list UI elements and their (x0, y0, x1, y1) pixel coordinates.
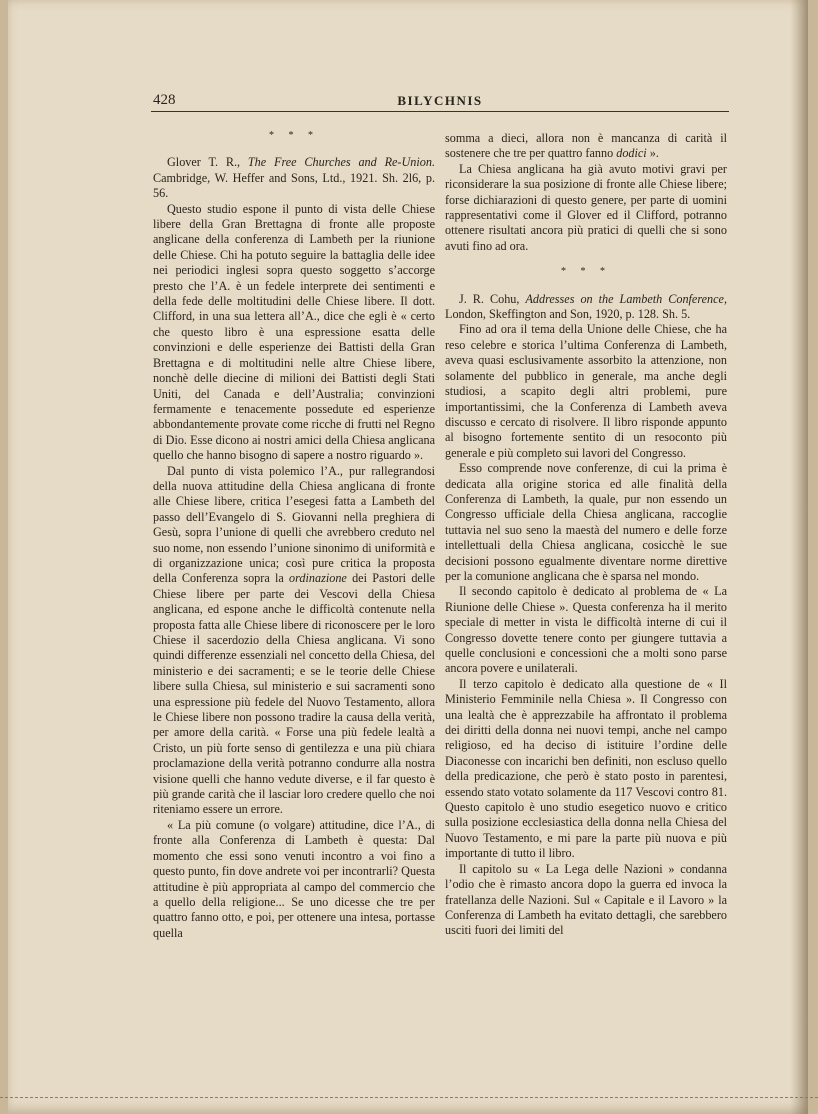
paragraph: Dal punto di vista polemico l’A., pur rallegrandosi della nuova attitudine della Chiesa anglicana di fronte alle Chiese libere, critica l’esegesi fatta a Lambeth del passo dell’Evangelo di S. Giovanni nella preghiera di Gesù, sopra l’unione di quelli che avrebbero creduto nel suo nome, non essendo l’unione sinonimo di uniformità e di organizzazione unica; così pure critica la proposta della Conferenza sopra la ordinazione dei Pastori delle Chiese libere per parte dei Vescovi della Chiesa anglicana, ed espone anche le difficoltà contenute nella proposta fatta alle Chiese libere di riconoscere per le loro Chiese il sacerdozio della Chiesa anglicana. Vi sono quindi differenze essenziali nel concetto della Chiesa, del ministerio e dei sacramenti; e se le teorie delle Chiese libere sulla Chiesa, sul ministerio e sui sacramenti sono una espressione più fedele del Nuovo Testamento, allora le Chiese libere non possono tradire la causa della verità, per amore della carità. « Forse una più fedele lealtà a Cristo, un più forte senso di gentilezza e una più chiara proclamazione della verità potranno condurre alla nostra visione quelli che hanno vedute diverse, e il far questo è più grande carità che il lasciar loro credere quello che noi riteniamo essere un errore. (153, 463, 436, 817)
reference-title: The Free Churches and Re-Union. (247, 155, 435, 170)
paragraph: Esso comprende nove conferenze, di cui la prima è dedicata alla origine storica ed alle finalità della Conferenza di Lambeth, la quale, pur non essendo un Congresso ufficiale della Chiesa anglicana, raccoglie tuttavia nel suo seno la maestà del numero e delle forze intellettuali della Chiesa anglicana, cosicchè le sue decisioni possono egualmente diventare norme direttive per la comunione anglicana che è sparsa nel mondo. (445, 461, 727, 583)
italic-term: dodici (616, 146, 647, 161)
italic-term: ordinazione (289, 571, 347, 586)
page-bottom-edge (0, 1097, 818, 1098)
reference-details: London, Skeffington and Son, 1920, p. 128. Sh. 5. (445, 307, 691, 322)
page-header (153, 92, 727, 112)
paragraph: La Chiesa anglicana ha già avuto motivi gravi per riconsiderare la sua posizione di fronte alle Chiese libere; forse dichiarazioni di questo genere, per parte di uomini rappresentativi come il Glover ed il Clifford, potranno ottenere risultati ancora più pratici di quelli che si sono avuti fino ad ora. (445, 161, 727, 253)
paragraph: Questo studio espone il punto di vista delle Chiese libere della Gran Brettagna di fronte alle proposte anglicane della conferenza di Lambeth per la riunione delle Chiese. Chi ha potuto seguire la battaglia delle idee nei periodici inglesi sopra questo soggetto s’accorge presto che l’A. è un fedele interprete dei sentimenti e della fede delle moltitudini delle Chiese libere. Il dott. Clifford, in una sua lettera all’A., dice che egli è « certo che questo libro è una espressione esatta delle convinzioni e delle esperienze dei Battisti della Gran Brettagna e di moltitudini nelle altre Chiese libere, nonchè delle diecine di milioni dei Battisti degli Stati Uniti, del Canada e dell’Australia; convinzioni fermamente e tenacemente possedute ed esperienze abbondantemente provate come ricche di frutti nel Regno di Dio. Esse dicono ai nostri amici della Chiesa anglicana quello che hanno bisogno di sapere a nostro riguardo ». (153, 201, 435, 463)
reference-author: Glover T. R., (167, 155, 248, 170)
reference-title: Addresses on the Lambeth Conference, (525, 291, 727, 306)
page-number: 428 (153, 92, 176, 108)
book-reference (445, 292, 727, 323)
paragraph: Fino ad ora il tema della Unione delle Chiese, che ha reso celebre e storica l’ultima Conferenza di Lambeth, aveva quasi esclusivamente assorbito la attenzione, non solamente del pubblico in generale, ma anche degli studiosi, a scapito degli altri problemi, pure importantissimi, che la Conferenza di Lambeth aveva discusso e cercato di risolvere. Il libro risponde appunto al bisogno fortemente sentito di un resoconto più generale e più completo sui lavori del Congresso. (445, 322, 727, 460)
paragraph: Il capitolo su « La Lega delle Nazioni » condanna l’odio che è rimasto ancora dopo la guerra ed invoca la fratellanza delle Nazioni. Sul « Capitale e il Lavoro » la Conferenza di Lambeth ha evitato dettagli, che sarebbero usciti fuori dei limiti del (445, 861, 727, 938)
paragraph: somma a dieci, allora non è mancanza di carità il sostenere che tre per quattro fanno dodici ». (445, 131, 727, 161)
section-separator: * * * (269, 130, 319, 141)
paragraph: Il secondo capitolo è dedicato al problema de « La Riunione delle Chiese ». Questa conferenza ha il merito speciale di metter in vista le difficoltà interne di cui il Congresso dovette tenere conto per giungere tuttavia a quelle conclusioni e concessioni che a molti sono parse ancora povere e unilaterali. (445, 584, 727, 676)
reference-author: J. R. Cohu, (459, 291, 526, 306)
running-title: BILYCHNIS (397, 93, 483, 108)
book-reference (153, 155, 435, 201)
right-column (445, 131, 727, 939)
section-separator: * * * (561, 266, 611, 278)
paragraph: « La più comune (o volgare) attitudine, dice l’A., di fronte alla Conferenza di Lambeth è questa: Dal momento che essi sono venuti incontro a voi fino a questo punto, fin dove andrete voi per incontrarli? Questa attitudine è più appropriata al campo del commercio che a quello della religione... Se uno dicesse che tre per quattro fanno otto, e poi, per ottenere una intesa, portasse quella (153, 817, 435, 940)
paragraph: Il terzo capitolo è dedicato alla questione de « Il Ministerio Femminile nella Chiesa ». Il Congresso con una lealtà che è apprezzabile ha affrontato il problema dei diritti della donna nei nuovi tempi, anche nel campo religioso, ed ha deciso di istituire l’ordine delle Diaconesse con incarichi ben definiti, non escluso quello della predicazione, che però è stato posto in parentesi, essendo stato votato solamente da 117 Vescovi contro 81. Questo capitolo è uno studio esegetico nuovo e critico sulla posizione ecclesiastica della donna nella Chiesa del Nuovo Testamento, e mi pare la parte più nuova e più importante di tutto il libro. (445, 676, 727, 861)
reference-details: Cambridge, W. Heffer and Sons, Ltd., 1921. Sh. 2l6, p. 56. (153, 170, 435, 201)
page-edge-shadow (790, 0, 808, 1114)
header-rule (151, 111, 729, 112)
left-column (153, 122, 435, 941)
